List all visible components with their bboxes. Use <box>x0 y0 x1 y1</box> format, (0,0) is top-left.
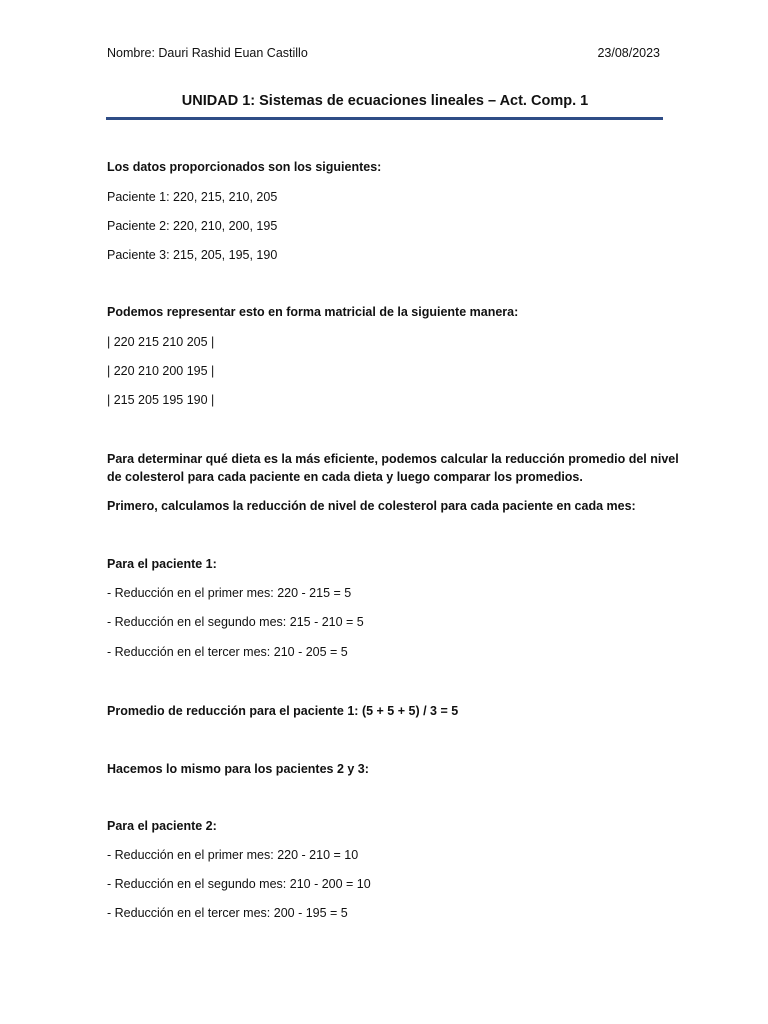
patient1-reduction-item: - Reducción en el tercer mes: 210 - 205 = 5 <box>107 645 348 659</box>
patient1-average: Promedio de reducción para el paciente 1: (5 + 5 + 5) / 3 = 5 <box>107 704 459 718</box>
patient1-reduction-item: - Reducción en el primer mes: 220 - 215 = 5 <box>107 586 352 600</box>
patient1-heading: Para el paciente 1: <box>107 557 217 571</box>
repeat-note: Hacemos lo mismo para los pacientes 2 y 3: <box>107 762 369 776</box>
matrix-row: | 220 215 210 205 | <box>107 335 215 349</box>
data-heading: Los datos proporcionados son los siguientes: <box>107 160 382 174</box>
patient-data-line: Paciente 2: 220, 210, 200, 195 <box>107 219 278 233</box>
patient2-heading: Para el paciente 2: <box>107 819 217 833</box>
document-date: 23/08/2023 <box>597 46 660 60</box>
patient-data-line: Paciente 3: 215, 205, 195, 190 <box>107 248 278 262</box>
patient1-reduction-item: - Reducción en el segundo mes: 215 - 210 = 5 <box>107 615 364 629</box>
patient-data-line: Paciente 1: 220, 215, 210, 205 <box>107 190 278 204</box>
document-header <box>107 46 660 64</box>
document-title: UNIDAD 1: Sistemas de ecuaciones lineales – Act. Comp. 1 <box>181 93 589 109</box>
patient2-reduction-item: - Reducción en el segundo mes: 210 - 200 = 10 <box>107 877 371 891</box>
matrix-row: | 215 205 195 190 | <box>107 393 215 407</box>
matrix-heading: Podemos representar esto en forma matricial de la siguiente manera: <box>107 305 519 319</box>
patient2-reduction-item: - Reducción en el tercer mes: 200 - 195 = 5 <box>107 906 348 920</box>
method-paragraph-line: de colesterol para cada paciente en cada dieta y luego comparar los promedios. <box>107 470 583 484</box>
matrix-row: | 220 210 200 195 | <box>107 364 215 378</box>
first-step-text: Primero, calculamos la reducción de nivel de colesterol para cada paciente en cada mes: <box>107 499 636 513</box>
student-name: Nombre: Dauri Rashid Euan Castillo <box>107 46 308 60</box>
title-underline <box>106 117 663 120</box>
method-paragraph-line: Para determinar qué dieta es la más eficiente, podemos calcular la reducción promedio del nivel <box>107 452 679 466</box>
patient2-reduction-item: - Reducción en el primer mes: 220 - 210 = 10 <box>107 848 359 862</box>
